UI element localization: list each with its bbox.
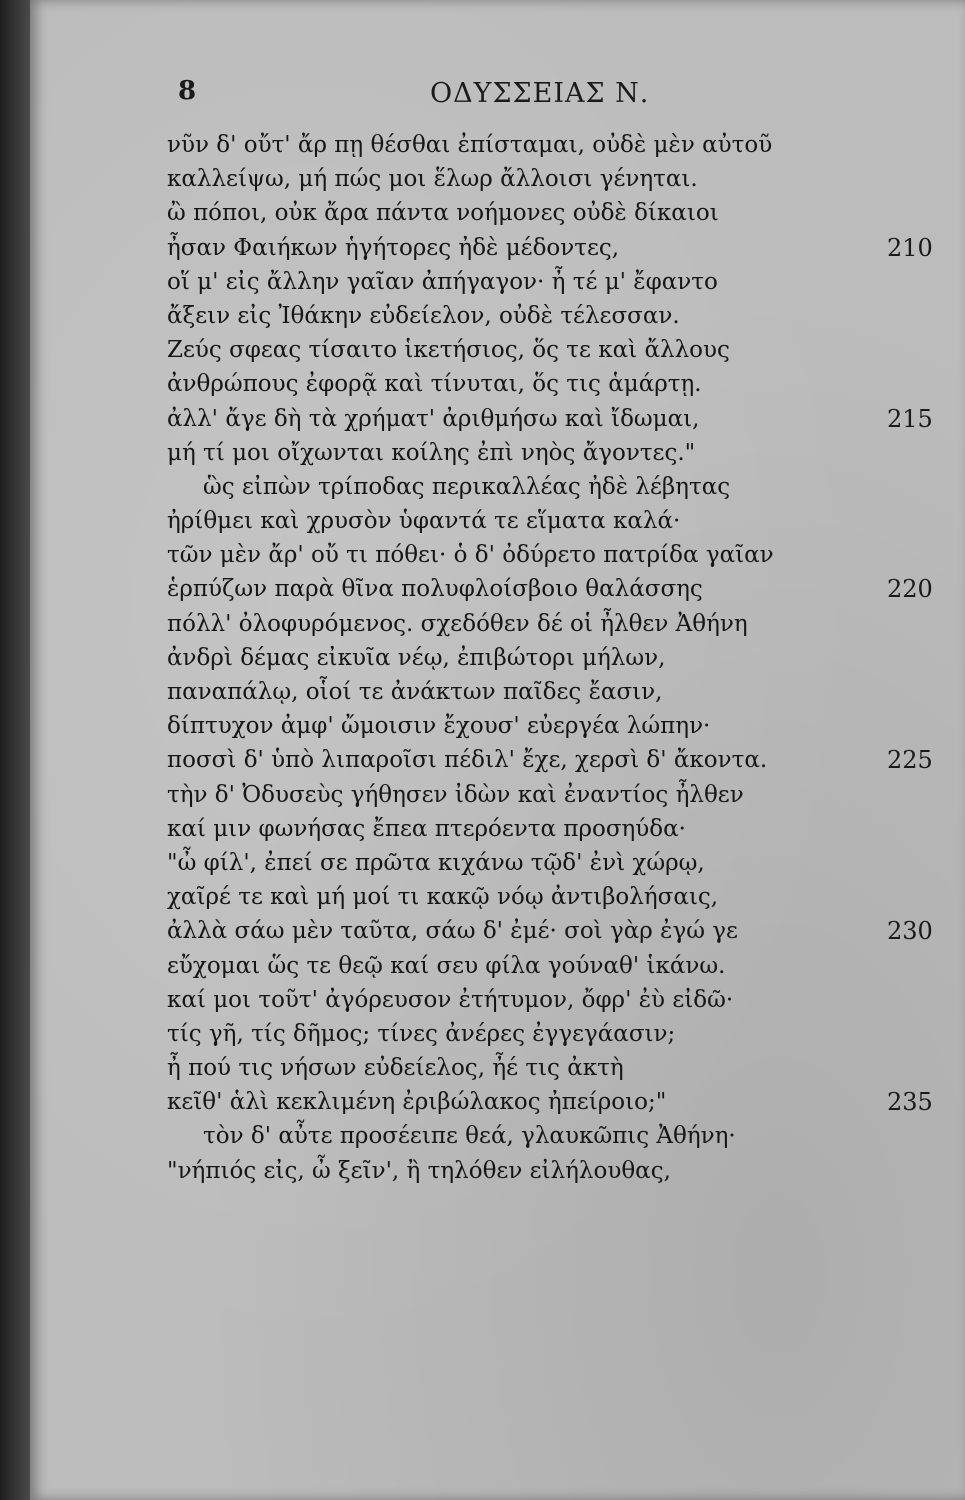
verse-text bbox=[167, 128, 933, 1188]
verse-line bbox=[167, 949, 887, 983]
verse-line bbox=[167, 880, 887, 914]
verse-line bbox=[167, 572, 933, 606]
verse-line bbox=[167, 1154, 887, 1188]
verse-line bbox=[167, 1051, 887, 1085]
verse-line bbox=[167, 914, 933, 948]
line-number: 235 bbox=[887, 1088, 933, 1117]
verse-line bbox=[167, 846, 887, 880]
verse-line bbox=[167, 265, 887, 299]
verse-line-text: καί μοι τοῦτ' ἀγόρευσον ἐτήτυμον, ὄφρ' ἐὺ εἰδῶ· bbox=[167, 986, 734, 1013]
verse-line bbox=[167, 1017, 887, 1051]
verse-line bbox=[167, 812, 887, 846]
verse-line-text: μή τί μοι οἴχωνται κοίλης ἐπὶ νηὸς ἄγοντες." bbox=[167, 439, 696, 466]
line-number: 210 bbox=[887, 233, 933, 262]
verse-line bbox=[167, 743, 933, 777]
verse-line-text: ἄξειν εἰς Ἰθάκην εὐδείελον, οὐδὲ τέλεσσαν. bbox=[167, 302, 680, 329]
verse-line bbox=[167, 709, 887, 743]
verse-line bbox=[167, 675, 887, 709]
verse-line-text: ποσσὶ δ' ὑπὸ λιπαροῖσι πέδιλ' ἔχε, χερσὶ δ' ἄκοντα. bbox=[167, 747, 768, 774]
verse-line-text: ἠρίθμει καὶ χρυσὸν ὑφαντά τε εἵματα καλά· bbox=[167, 508, 681, 535]
verse-line-text: τὴν δ' Ὀδυσεὺς γήθησεν ἰδὼν καὶ ἐναντίος ἦλθεν bbox=[167, 781, 744, 808]
verse-line-text: δίπτυχον ἀμφ' ὤμοισιν ἔχουσ' εὐεργέα λώπην· bbox=[167, 713, 711, 740]
verse-line-text: παναπάλῳ, οἷοί τε ἀνάκτων παῖδες ἔασιν, bbox=[167, 679, 663, 705]
verse-line bbox=[167, 402, 933, 436]
verse-line-text: ἦ πού τις νήσων εὐδείελος, ἦέ τις ἀκτὴ bbox=[167, 1055, 624, 1082]
page-header bbox=[30, 72, 965, 112]
line-number: 230 bbox=[887, 917, 933, 946]
verse-line bbox=[167, 607, 887, 641]
verse-line-text: τῶν μὲν ἄρ' οὔ τι πόθει· ὁ δ' ὀδύρετο πατρίδα γαῖαν bbox=[167, 542, 774, 569]
verse-line-text: ἀνδρὶ δέμας εἰκυῖα νέῳ, ἐπιβώτορι μήλων, bbox=[167, 644, 666, 671]
verse-line-text: ἀνθρώπους ἐφορᾷ καὶ τίνυται, ὅς τις ἁμάρτῃ. bbox=[167, 371, 702, 398]
verse-line bbox=[167, 196, 887, 230]
verse-line-text: "νήπιός εἰς, ὦ ξεῖν', ἢ τηλόθεν εἰλήλουθας, bbox=[167, 1157, 671, 1184]
verse-line-text: ἦσαν Φαιήκων ἡγήτορες ἠδὲ μέδοντες, bbox=[167, 234, 620, 261]
line-number: 215 bbox=[887, 404, 933, 433]
verse-line bbox=[167, 1085, 933, 1119]
verse-line-text: ἀλλὰ σάω μὲν ταῦτα, σάω δ' ἐμέ· σοὶ γὰρ ἐγώ γε bbox=[167, 918, 738, 945]
verse-line bbox=[167, 367, 887, 401]
verse-line bbox=[167, 1119, 887, 1153]
verse-line bbox=[167, 162, 887, 196]
verse-line-text: ἀλλ' ἄγε δὴ τὰ χρήματ' ἀριθμήσω καὶ ἴδωμαι, bbox=[167, 405, 700, 432]
verse-line-text: πόλλ' ὀλοφυρόμενος. σχεδόθεν δέ οἱ ἦλθεν Ἀθήνη bbox=[167, 610, 748, 637]
verse-line-text: Ζεύς σφεας τίσαιτο ἱκετήσιος, ὅς τε καὶ ἄλλους bbox=[167, 337, 730, 364]
verse-line bbox=[167, 641, 887, 675]
verse-line bbox=[167, 470, 887, 504]
verse-line bbox=[167, 983, 887, 1017]
line-number: 225 bbox=[887, 746, 933, 775]
verse-line-text: ὣς εἰπὼν τρίποδας περικαλλέας ἠδὲ λέβητας bbox=[203, 473, 731, 500]
verse-line bbox=[167, 333, 887, 367]
verse-line-text: τίς γῆ, τίς δῆμος; τίνες ἀνέρες ἐγγεγάασιν; bbox=[167, 1020, 676, 1047]
verse-line-text: οἵ μ' εἰς ἄλλην γαῖαν ἀπήγαγον· ἦ τέ μ' ἔφαντο bbox=[167, 268, 718, 295]
verse-line-text: ὢ πόποι, οὐκ ἄρα πάντα νοήμονες οὐδὲ δίκαιοι bbox=[167, 200, 719, 227]
verse-line-text: καλλείψω, μή πώς μοι ἕλωρ ἄλλοισι γένηται. bbox=[167, 166, 698, 193]
verse-line-text: εὔχομαι ὥς τε θεῷ καί σευ φίλα γούναθ' ἱκάνω. bbox=[167, 952, 726, 979]
book-page bbox=[30, 0, 965, 1500]
verse-line-text: ἑρπύζων παρὰ θῖνα πολυφλοίσβοιο θαλάσσης bbox=[167, 576, 703, 603]
running-title: ΟΔΥΣΣΕΙΑΣ Ν. bbox=[430, 78, 650, 109]
verse-line bbox=[167, 778, 887, 812]
verse-line-text: κεῖθ' ἁλὶ κεκλιμένη ἐριβώλακος ἠπείροιο;" bbox=[167, 1089, 667, 1116]
page-number: 8 bbox=[178, 76, 197, 106]
book-binding-edge bbox=[0, 0, 30, 1500]
verse-line bbox=[167, 538, 887, 572]
verse-line bbox=[167, 436, 887, 470]
verse-line-text: τὸν δ' αὖτε προσέειπε θεά, γλαυκῶπις Ἀθήνη· bbox=[203, 1123, 736, 1150]
verse-line bbox=[167, 128, 887, 162]
verse-line bbox=[167, 299, 887, 333]
line-number: 220 bbox=[887, 575, 933, 604]
verse-line bbox=[167, 504, 887, 538]
verse-line bbox=[167, 231, 933, 265]
verse-line-text: χαῖρέ τε καὶ μή μοί τι κακῷ νόῳ ἀντιβολήσαις, bbox=[167, 884, 719, 911]
verse-line-text: νῦν δ' οὔτ' ἄρ πῃ θέσθαι ἐπίσταμαι, οὐδὲ μὲν αὐτοῦ bbox=[167, 132, 773, 158]
verse-line-text: "ὦ φίλ', ἐπεί σε πρῶτα κιχάνω τῷδ' ἐνὶ χώρῳ, bbox=[167, 849, 705, 876]
verse-line-text: καί μιν φωνήσας ἔπεα πτερόεντα προσηύδα· bbox=[167, 815, 686, 842]
